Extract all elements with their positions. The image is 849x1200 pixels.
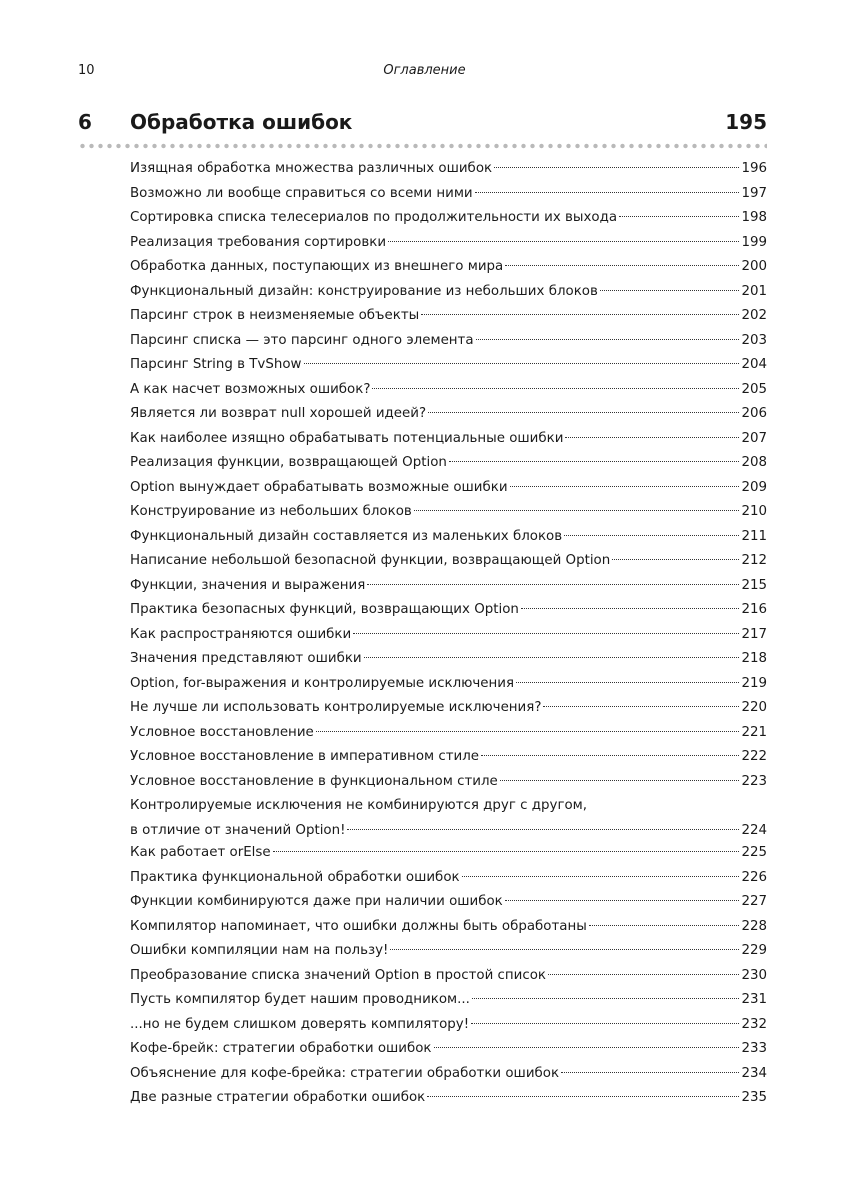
toc-entry[interactable]	[130, 745, 767, 770]
toc-entry[interactable]	[130, 866, 767, 891]
toc-entry-page: 215	[741, 577, 767, 593]
toc-entry-title: Написание небольшой безопасной функции, возвращающей Option	[130, 553, 611, 568]
toc-entry[interactable]	[130, 182, 767, 207]
toc-entry[interactable]	[130, 231, 767, 256]
toc-entry[interactable]	[130, 255, 767, 280]
dot-leader	[494, 167, 739, 168]
dot-leader	[619, 216, 739, 217]
toc-entry-title: Значения представляют ошибки	[130, 651, 362, 666]
toc-entry[interactable]	[130, 157, 767, 182]
toc-entry[interactable]	[130, 721, 767, 746]
dot-leader	[561, 1072, 739, 1073]
dot-leader	[390, 949, 739, 950]
dot-leader	[304, 363, 740, 364]
dot-leader	[476, 339, 740, 340]
toc-entry[interactable]	[130, 427, 767, 452]
toc-entry[interactable]	[130, 525, 767, 550]
toc-entry-page: 201	[741, 283, 767, 299]
toc-entry-page: 196	[741, 161, 767, 176]
dot-leader	[316, 731, 740, 732]
toc-entry-page: 200	[741, 259, 767, 274]
toc-entry-title: Парсинг строк в неизменяемые объекты	[130, 308, 420, 323]
toc-entry[interactable]	[130, 329, 767, 354]
toc-entry-page: 225	[741, 845, 767, 860]
toc-entry-title: Ошибки компиляции нам на пользу!	[130, 943, 389, 958]
dot-leader	[516, 682, 739, 683]
toc-entry[interactable]	[130, 598, 767, 623]
toc-entry-title: Реализация требования сортировки	[130, 234, 387, 250]
dot-leader	[388, 241, 739, 242]
toc-entry-title: Условное восстановление	[130, 724, 314, 740]
toc-entry-page: 221	[741, 724, 767, 740]
toc-entry[interactable]	[130, 1037, 767, 1062]
toc-entry-title: Option, for-выражения и контролируемые исключения	[130, 675, 515, 691]
toc-entry-page: 197	[741, 185, 767, 201]
toc-entry-title: Реализация функции, возвращающей Option	[130, 455, 447, 470]
toc-entry-page: 229	[741, 943, 767, 958]
dot-leader	[353, 633, 739, 634]
toc-entry-page: 205	[741, 381, 767, 397]
toc-entry-page: 212	[741, 553, 767, 568]
toc-entry-title: Условное восстановление в императивном стиле	[130, 749, 480, 764]
toc-entry[interactable]	[130, 647, 767, 672]
toc-entry[interactable]	[130, 890, 767, 915]
toc-entry-title: Option вынуждает обрабатывать возможные ошибки	[130, 479, 508, 495]
dot-leader	[548, 974, 739, 975]
dot-leader	[505, 265, 739, 266]
dot-leader	[521, 608, 740, 609]
toc-entry[interactable]	[130, 476, 767, 501]
toc-entry-title: Возможно ли вообще справиться со всеми ними	[130, 185, 473, 201]
toc-entry-title: Парсинг списка — это парсинг одного элемента	[130, 332, 474, 348]
dot-leader	[564, 535, 739, 536]
dot-leader	[565, 437, 739, 438]
toc-entry-page: 226	[741, 869, 767, 885]
toc-entry-title: Функциональный дизайн: конструирование из небольших блоков	[130, 283, 598, 299]
toc-entry[interactable]	[130, 206, 767, 231]
toc-entry-title: Парсинг String в TvShow	[130, 357, 302, 372]
toc-entry-page: 220	[741, 700, 767, 715]
toc-entry[interactable]	[130, 770, 767, 795]
toc-entry-title: Изящная обработка множества различных ошибок	[130, 161, 493, 176]
toc-list	[130, 157, 767, 1111]
toc-entry-page: 204	[741, 357, 767, 372]
toc-entry-page: 216	[741, 602, 767, 617]
toc-entry-page: 234	[741, 1065, 767, 1081]
toc-entry[interactable]	[130, 378, 767, 403]
toc-entry-page: 202	[741, 308, 767, 323]
toc-entry-title: ...но не будем слишком доверять компилятору!	[130, 1016, 470, 1032]
toc-entry[interactable]	[130, 402, 767, 427]
running-head: Оглавление	[383, 63, 466, 78]
page-number: 10	[78, 63, 95, 78]
toc-entry-title: Практика функциональной обработки ошибок	[130, 869, 460, 885]
toc-entry-title: Как распространяются ошибки	[130, 626, 352, 642]
toc-entry[interactable]	[130, 451, 767, 476]
dot-leader	[421, 314, 739, 315]
toc-entry-title: Пусть компилятор будет нашим проводником...	[130, 992, 470, 1007]
dot-leader	[471, 1023, 739, 1024]
toc-entry-title: Объяснение для кофе-брейка: стратегии обработки ошибок	[130, 1065, 560, 1081]
toc-entry[interactable]	[130, 623, 767, 648]
toc-entry[interactable]	[130, 574, 767, 599]
toc-entry-page: 217	[741, 626, 767, 642]
toc-entry-title: Практика безопасных функций, возвращающих Option	[130, 602, 519, 617]
toc-entry-title: Является ли возврат null хорошей идеей?	[130, 406, 427, 421]
toc-entry-title: Функции, значения и выражения	[130, 577, 366, 593]
dot-leader	[414, 510, 740, 511]
toc-entry-title: Компилятор напоминает, что ошибки должны быть обработаны	[130, 918, 587, 934]
dot-leader	[372, 388, 739, 389]
chapter-title: Обработка ошибок	[130, 110, 353, 134]
dot-leader	[434, 1047, 740, 1048]
chapter-heading[interactable]	[78, 110, 767, 140]
toc-entry[interactable]	[130, 841, 767, 866]
toc-entry-page: 208	[741, 455, 767, 470]
toc-entry-title: Кофе-брейк: стратегии обработки ошибок	[130, 1041, 432, 1056]
dot-leader	[543, 706, 739, 707]
dot-leader	[481, 755, 739, 756]
toc-entry[interactable]	[130, 549, 767, 574]
toc-entry-page: 218	[741, 651, 767, 666]
toc-entry-title: Функциональный дизайн составляется из маленьких блоков	[130, 528, 563, 544]
toc-entry-title: Конструирование из небольших блоков	[130, 504, 412, 519]
toc-entry-title: Обработка данных, поступающих из внешнего мира	[130, 259, 504, 274]
toc-entry-page: 199	[741, 234, 767, 250]
toc-entry-page: 203	[741, 332, 767, 348]
dot-leader	[449, 461, 740, 462]
dot-leader	[475, 192, 740, 193]
toc-entry[interactable]	[130, 915, 767, 940]
dot-leader	[462, 876, 740, 877]
toc-entry[interactable]	[130, 500, 767, 525]
toc-entry-title: Как работает orElse	[130, 845, 271, 860]
dot-leader	[427, 1096, 739, 1097]
toc-entry-page: 198	[741, 210, 767, 225]
toc-entry-page: 210	[741, 504, 767, 519]
toc-entry-title: Две разные стратегии обработки ошибок	[130, 1090, 426, 1105]
toc-entry[interactable]	[130, 939, 767, 964]
dot-leader	[510, 486, 740, 487]
toc-entry-page: 224	[741, 822, 767, 838]
toc-entry-page: 206	[741, 406, 767, 421]
toc-entry-page: 231	[741, 992, 767, 1007]
toc-entry-page: 227	[741, 894, 767, 909]
toc-entry[interactable]	[130, 964, 767, 989]
toc-entry[interactable]	[130, 1062, 767, 1087]
dot-leader	[472, 998, 740, 999]
toc-entry-title: Функции комбинируются даже при наличии ошибок	[130, 894, 503, 909]
toc-entry-page: 223	[741, 773, 767, 789]
toc-entry-page: 230	[741, 967, 767, 983]
toc-entry[interactable]	[130, 304, 767, 329]
toc-entry-page: 222	[741, 749, 767, 764]
toc-entry[interactable]	[130, 1013, 767, 1038]
dot-leader	[364, 657, 740, 658]
toc-entry[interactable]	[130, 280, 767, 305]
toc-entry-title: Не лучше ли использовать контролируемые исключения?	[130, 700, 542, 715]
dot-leader	[600, 290, 740, 291]
toc-entry-title: Как наиболее изящно обрабатывать потенциальные ошибки	[130, 430, 564, 446]
toc-entry-title: А как насчет возможных ошибок?	[130, 381, 371, 397]
toc-entry-page: 233	[741, 1041, 767, 1056]
dotted-divider	[78, 143, 767, 149]
toc-entry-title-line1: Контролируемые исключения не комбинируются друг с другом,	[130, 798, 588, 813]
toc-entry-title: Сортировка списка телесериалов по продолжительности их выхода	[130, 210, 618, 225]
toc-entry-page: 209	[741, 479, 767, 495]
toc-entry-page: 228	[741, 918, 767, 934]
toc-entry-page: 207	[741, 430, 767, 446]
toc-entry-page: 232	[741, 1016, 767, 1032]
toc-entry-page: 211	[741, 528, 767, 544]
toc-entry-title: Преобразование списка значений Option в простой список	[130, 967, 547, 983]
toc-entry-title: Условное восстановление в функциональном стиле	[130, 773, 498, 789]
dot-leader	[505, 900, 740, 901]
toc-entry[interactable]	[130, 988, 767, 1013]
toc-entry-title: в отличие от значений Option!	[130, 822, 346, 838]
dot-leader	[612, 559, 739, 560]
dot-leader	[428, 412, 739, 413]
dot-leader	[367, 584, 739, 585]
chapter-number: 6	[78, 110, 92, 134]
dot-leader	[500, 780, 740, 781]
toc-entry-page: 235	[741, 1090, 767, 1105]
dot-leader	[347, 829, 739, 830]
dot-leader	[589, 925, 740, 926]
dot-leader	[273, 851, 740, 852]
toc-entry-page: 219	[741, 675, 767, 691]
toc-entry[interactable]	[130, 794, 767, 841]
toc-entry[interactable]	[130, 353, 767, 378]
toc-entry[interactable]	[130, 1086, 767, 1111]
chapter-page: 195	[725, 110, 767, 134]
toc-entry[interactable]	[130, 672, 767, 697]
toc-entry[interactable]	[130, 696, 767, 721]
